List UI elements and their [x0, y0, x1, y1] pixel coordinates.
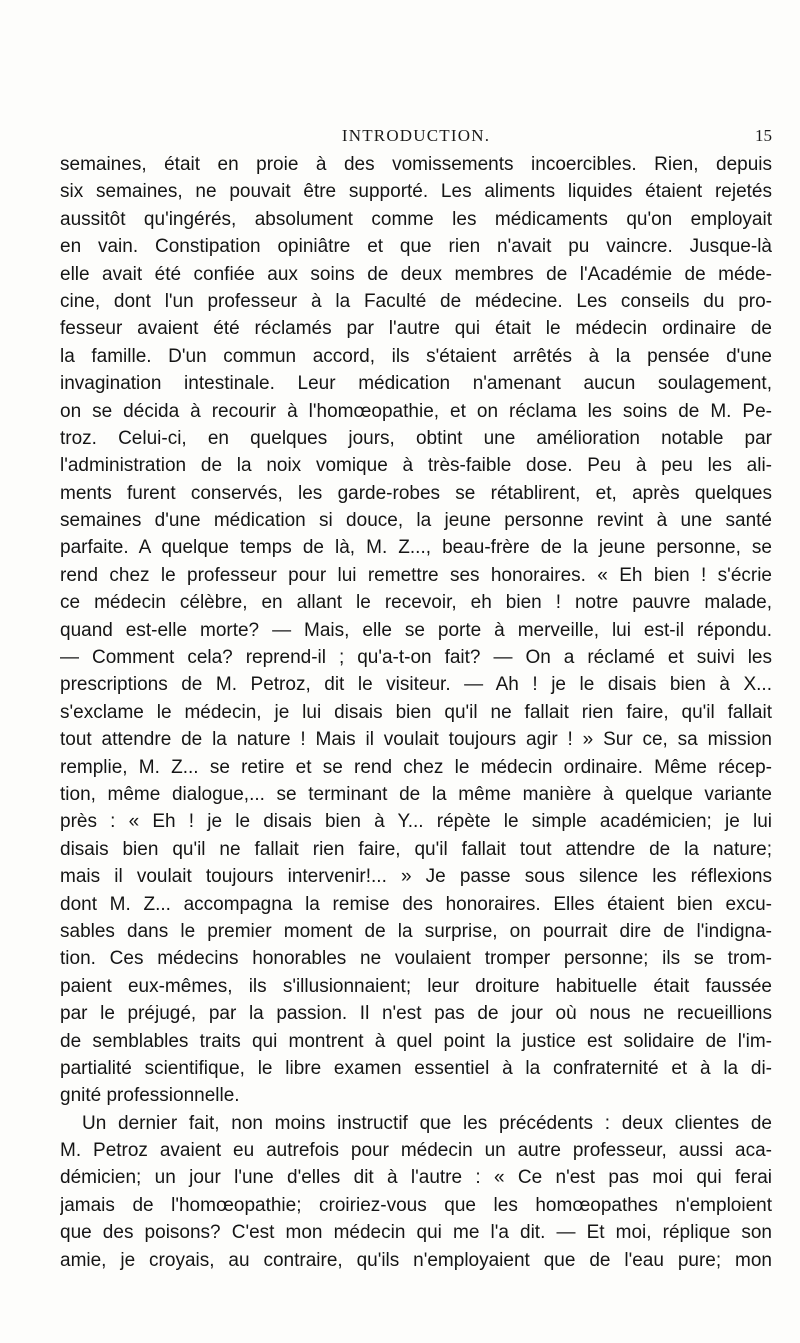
text-line: s'exclame le médecin, je lui disais bien qu'il ne fallait rien faire, qu'il fallait — [60, 701, 772, 723]
text-line: mais il voulait toujours intervenir!... » Je passe sous silence les réflexions — [60, 866, 772, 888]
text-line: rend chez le professeur pour lui remettre ses honoraires. « Eh bien ! s'écrie — [60, 564, 772, 586]
text-line: aussitôt qu'ingérés, absolument comme les médicaments qu'on employait — [60, 208, 772, 230]
text-line: disais bien qu'il ne fallait rien faire, qu'il fallait tout attendre de la nature; — [60, 838, 772, 860]
text-line: la famille. D'un commun accord, ils s'étaient arrêtés à la pensée d'une — [60, 345, 772, 367]
paragraph-end-line: gnité professionnelle. — [60, 1085, 240, 1107]
running-title: INTRODUCTION. — [341, 126, 491, 145]
text-line: semaines d'une médication si douce, la jeune personne revint à une santé — [60, 510, 772, 532]
text-line: paient eux-mêmes, ils s'illusionnaient; leur droiture habituelle était faussée — [60, 975, 772, 997]
text-line: sables dans le premier moment de la surprise, on pourrait dire de l'indigna- — [60, 920, 772, 942]
text-line: ments furent conservés, les garde-robes se rétablirent, et, après quelques — [60, 482, 772, 504]
text-line: tion. Ces médecins honorables ne voulaient tromper personne; ils se trom- — [60, 948, 772, 970]
text-line: remplie, M. Z... se retire et se rend chez le médecin ordinaire. Même récep- — [60, 756, 772, 778]
text-line: on se décida à recourir à l'homœopathie, et on réclama les soins de M. Pe- — [60, 400, 772, 422]
text-line: — Comment cela? reprend-il ; qu'a-t-on fait? — On a réclamé et suivi les — [60, 647, 772, 669]
text-line: jamais de l'homœopathie; croiriez-vous que les homœopathes n'emploient — [60, 1194, 772, 1216]
body-text — [60, 151, 772, 1274]
text-line: invagination intestinale. Leur médication n'amenant aucun soulagement, — [60, 373, 772, 395]
text-line: troz. Celui-ci, en quelques jours, obtint une amélioration notable par — [60, 427, 772, 449]
text-line: démicien; un jour l'une d'elles dit à l'autre : « Ce n'est pas moi qui ferai — [60, 1167, 772, 1189]
text-line: prescriptions de M. Petroz, dit le visiteur. — Ah ! je le disais bien à X... — [60, 674, 772, 696]
text-line: tout attendre de la nature ! Mais il voulait toujours agir ! » Sur ce, sa mission — [60, 729, 772, 751]
text-line: amie, je croyais, au contraire, qu'ils n'employaient que de l'eau pure; mon — [60, 1249, 772, 1271]
text-line: M. Petroz avaient eu autrefois pour médecin un autre professeur, aussi aca- — [60, 1140, 772, 1162]
text-line: près : « Eh ! je le disais bien à Y... répète le simple académicien; je lui — [60, 811, 772, 833]
text-line: quand est-elle morte? — Mais, elle se porte à merveille, lui est-il répondu. — [60, 619, 772, 641]
text-line: partialité scientifique, le libre examen essentiel à la confraternité et à la di- — [60, 1057, 772, 1079]
text-line: cine, dont l'un professeur à la Faculté de médecine. Les conseils du pro- — [60, 290, 772, 312]
text-line: l'administration de la noix vomique à très-faible dose. Peu à peu les ali- — [60, 455, 772, 477]
text-line: que des poisons? C'est mon médecin qui me l'a dit. — Et moi, réplique son — [60, 1222, 772, 1244]
page-header — [60, 126, 772, 150]
text-line: ce médecin célèbre, en allant le recevoir, eh bien ! notre pauvre malade, — [60, 592, 772, 614]
text-line: dont M. Z... accompagna la remise des honoraires. Elles étaient bien excu- — [60, 893, 772, 915]
text-line: parfaite. A quelque temps de là, M. Z..., beau-frère de la jeune personne, se — [60, 537, 772, 559]
text-line: tion, même dialogue,... se terminant de la même manière à quelque variante — [60, 783, 772, 805]
text-line: fesseur avaient été réclamés par l'autre qui était le médecin ordinaire de — [60, 318, 772, 340]
text-line: par le préjugé, par la passion. Il n'est pas de jour où nous ne recueillions — [60, 1003, 772, 1025]
text-line: en vain. Constipation opiniâtre et que rien n'avait pu vaincre. Jusque-là — [60, 236, 772, 258]
text-line: de semblables traits qui montrent à quel point la justice est solidaire de l'im- — [60, 1030, 772, 1052]
text-line: six semaines, ne pouvait être supporté. Les aliments liquides étaient rejetés — [60, 181, 772, 203]
page-number: 15 — [755, 126, 772, 145]
text-line: elle avait été confiée aux soins de deux membres de l'Académie de méde- — [60, 263, 772, 285]
text-line: semaines, était en proie à des vomissements incoercibles. Rien, depuis — [60, 154, 772, 175]
paragraph-start-line: Un dernier fait, non moins instructif que les précédents : deux clientes de — [82, 1112, 772, 1134]
